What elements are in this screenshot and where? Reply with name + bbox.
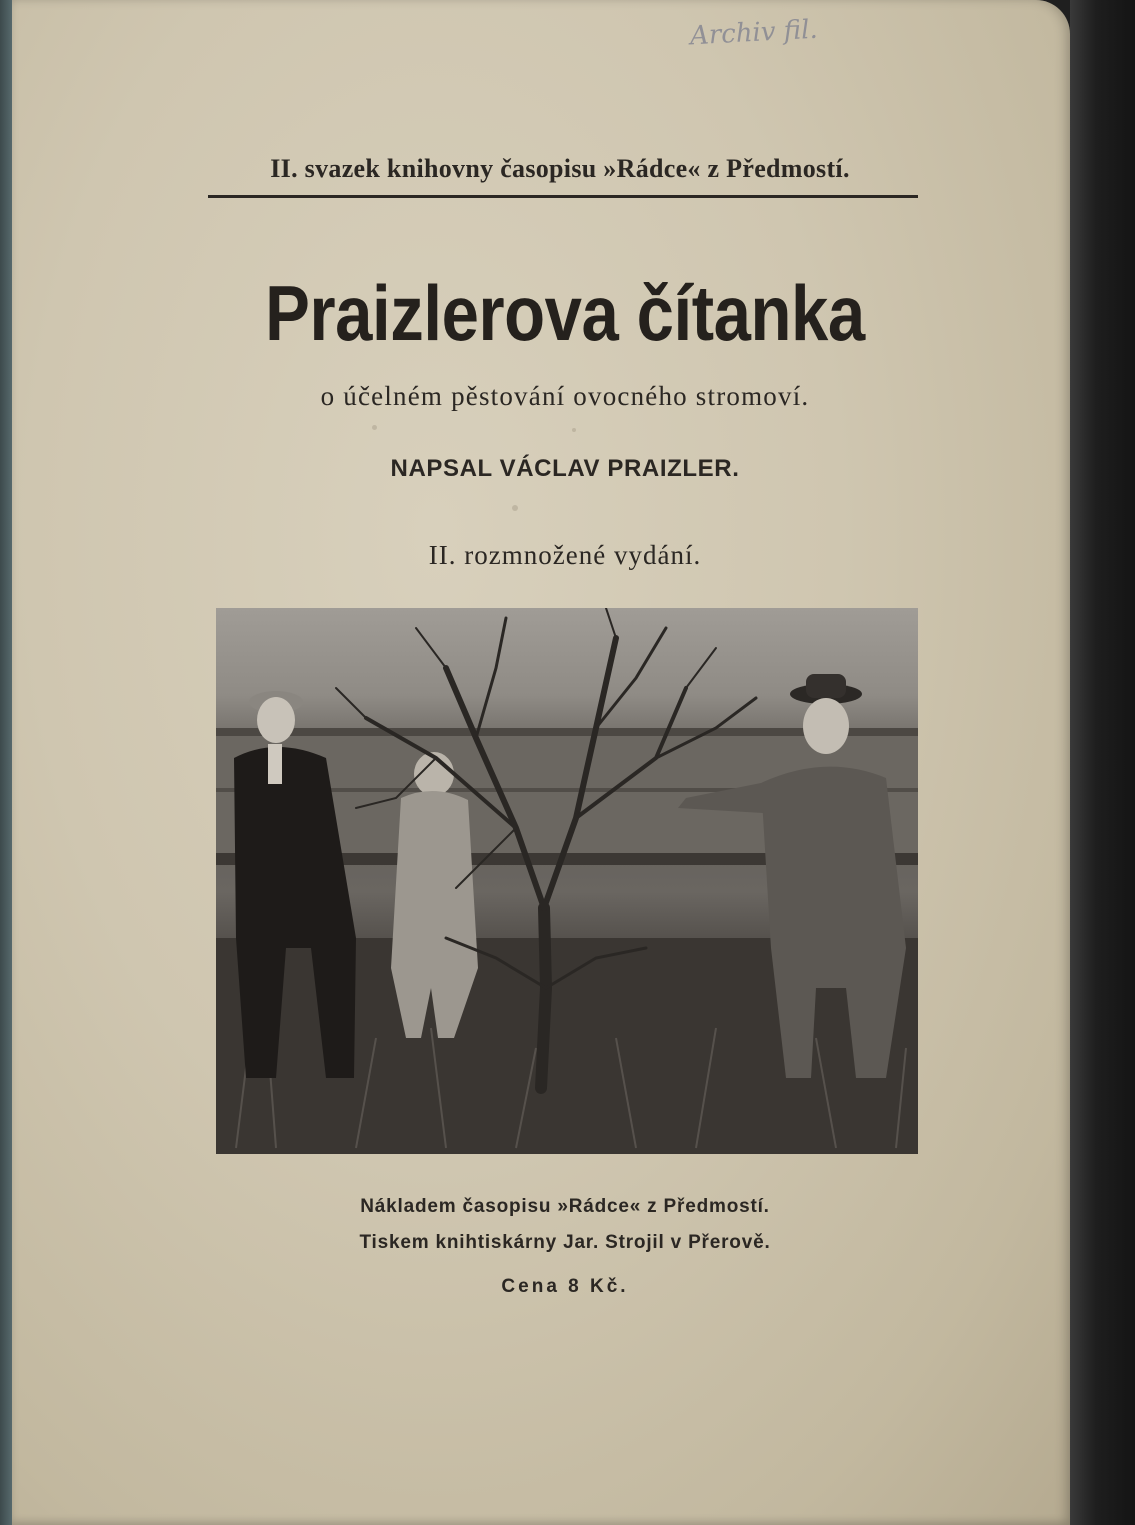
book-subtitle: o účelném pěstování ovocného stromoví.: [320, 381, 810, 411]
publisher-line: Nákladem časopisu »Rádce« z Předmostí.: [360, 1196, 770, 1217]
edition-line: II. rozmnožené vydání.: [428, 540, 702, 570]
price-line: Cena 8 Kč.: [501, 1276, 629, 1297]
book-edge-shadow: [1070, 0, 1135, 1525]
author-line: NAPSAL VÁCLAV PRAIZLER.: [390, 455, 740, 482]
series-rule: [208, 195, 918, 198]
series-line: II. svazek knihovny časopisu »Rádce« z Předmostí.: [270, 154, 850, 183]
printer-line: Tiskem knihtiskárny Jar. Strojil v Přerově.: [359, 1232, 771, 1253]
cover-photograph: [216, 608, 918, 1154]
book-title: Praizlerova čítanka: [265, 269, 865, 357]
handwritten-note: Archiv fil.: [689, 14, 819, 52]
